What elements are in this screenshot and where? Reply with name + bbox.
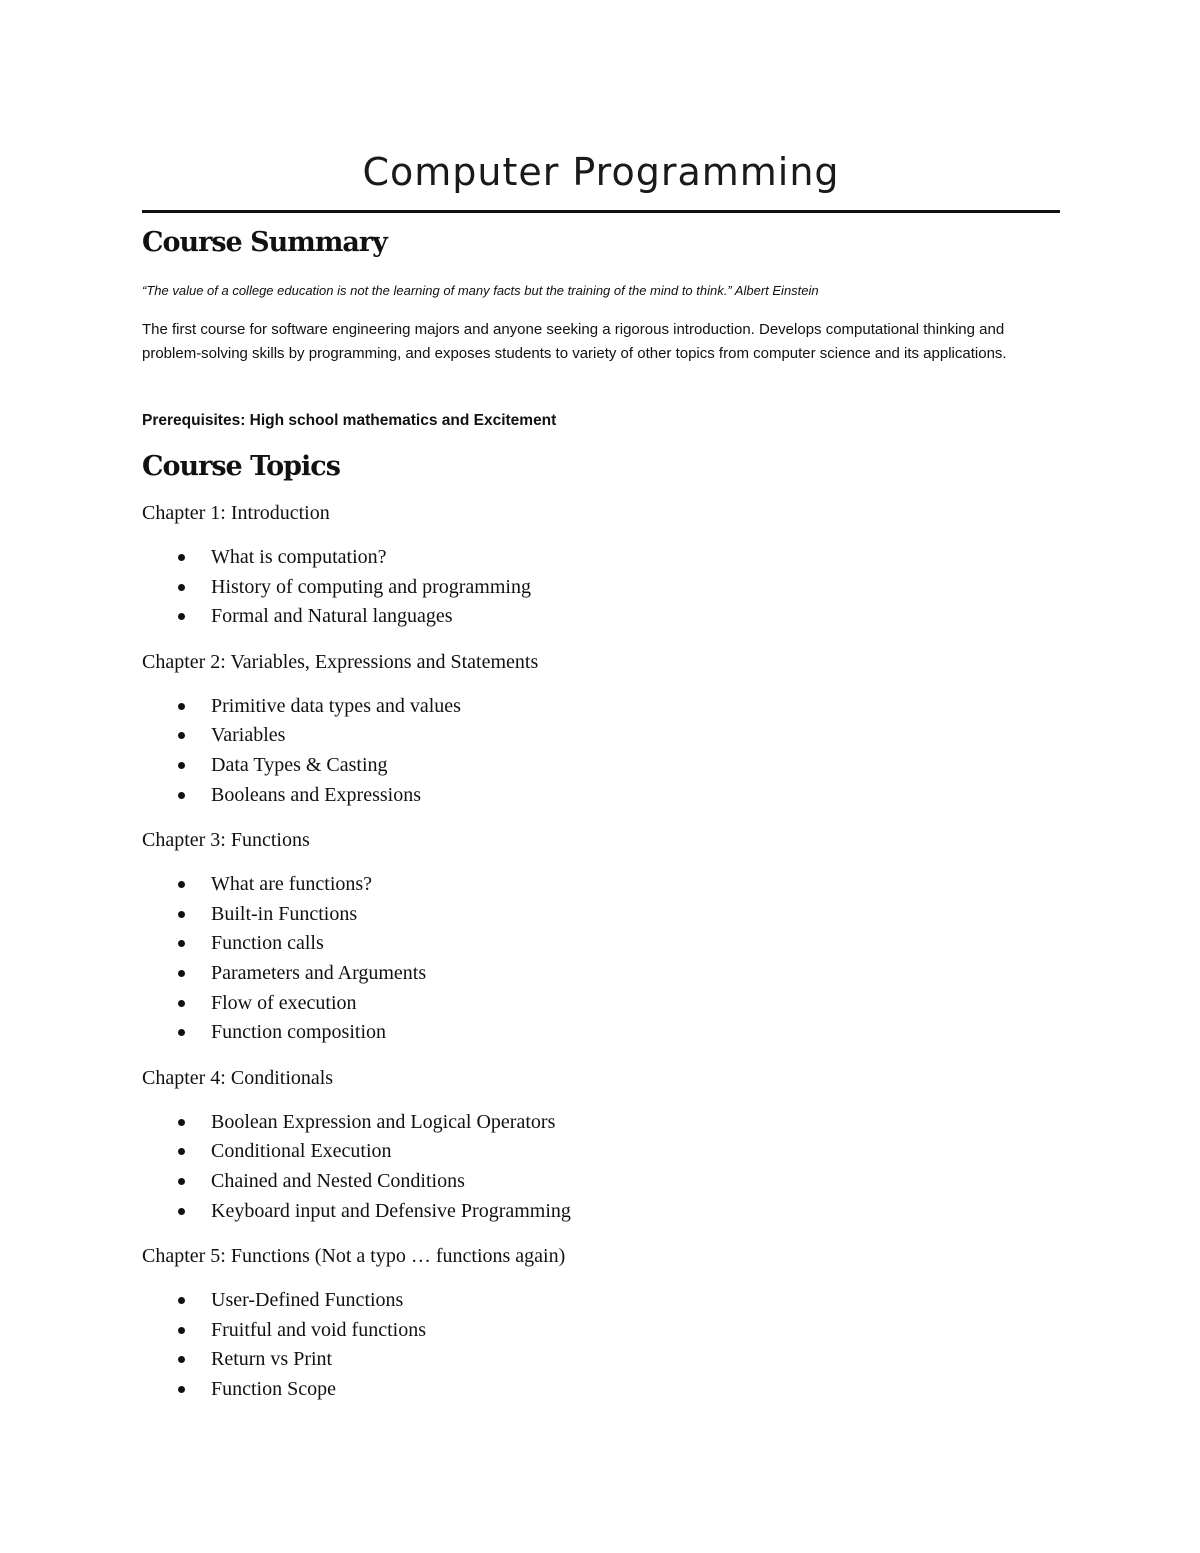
- list-item: Formal and Natural languages: [142, 602, 1060, 632]
- list-item: Parameters and Arguments: [142, 959, 1060, 989]
- list-item: Variables: [142, 721, 1060, 751]
- chapter-2-items: [142, 692, 1060, 810]
- title-rule: [142, 210, 1060, 213]
- bullet-icon: [178, 1119, 185, 1126]
- chapter-4-items: [142, 1108, 1060, 1226]
- bullet-icon: [178, 970, 185, 977]
- list-item: History of computing and programming: [142, 573, 1060, 603]
- list-item: Data Types & Casting: [142, 751, 1060, 781]
- list-item: Conditional Execution: [142, 1137, 1060, 1167]
- bullet-icon: [178, 1386, 185, 1393]
- list-item: Function composition: [142, 1018, 1060, 1048]
- course-description: The first course for software engineering majors and anyone seeking a rigorous introduction. Develops computational thinking and problem-solving skills by programming, and exposes students to variety of other topics from computer science and its applications.: [142, 321, 1007, 362]
- list-item: Flow of execution: [142, 989, 1060, 1019]
- course-summary-heading: Course Summary: [142, 227, 387, 258]
- chapter-1-title: Chapter 1: Introduction: [142, 502, 330, 524]
- bullet-icon: [178, 1297, 185, 1304]
- chapter-5-title: Chapter 5: Functions (Not a typo … functions again): [142, 1245, 566, 1268]
- bullet-icon: [178, 613, 185, 620]
- chapter-5-items: [142, 1286, 1060, 1404]
- bullet-icon: [178, 792, 185, 799]
- bullet-icon: [178, 1000, 185, 1007]
- chapter-1-items: [142, 543, 1060, 632]
- bullet-icon: [178, 1178, 185, 1185]
- list-item: Built-in Functions: [142, 900, 1060, 930]
- list-item: Function calls: [142, 929, 1060, 959]
- list-item: What is computation?: [142, 543, 1060, 573]
- bullet-icon: [178, 1029, 185, 1036]
- list-item: User-Defined Functions: [142, 1286, 1060, 1316]
- list-item: Fruitful and void functions: [142, 1316, 1060, 1346]
- chapter-4-title: Chapter 4: Conditionals: [142, 1066, 334, 1089]
- bullet-icon: [178, 703, 185, 710]
- bullet-icon: [178, 940, 185, 947]
- einstein-quote: “The value of a college education is not the learning of many facts but the training of the mind to think.” Albert Einstein: [142, 283, 819, 298]
- bullet-icon: [178, 732, 185, 739]
- bullet-icon: [178, 554, 185, 561]
- list-item: Return vs Print: [142, 1345, 1060, 1375]
- bullet-icon: [178, 1148, 185, 1155]
- bullet-icon: [178, 1356, 185, 1363]
- chapter-list: [142, 500, 1060, 1421]
- chapter-2-title: Chapter 2: Variables, Expressions and Statements: [142, 650, 539, 673]
- bullet-icon: [178, 911, 185, 918]
- bullet-icon: [178, 584, 185, 591]
- bullet-icon: [178, 881, 185, 888]
- list-item: Boolean Expression and Logical Operators: [142, 1108, 1060, 1138]
- list-item: Chained and Nested Conditions: [142, 1167, 1060, 1197]
- chapter-3-items: [142, 870, 1060, 1048]
- document-title: Computer Programming: [362, 150, 840, 194]
- list-item: Primitive data types and values: [142, 692, 1060, 722]
- list-item: Keyboard input and Defensive Programming: [142, 1197, 1060, 1227]
- course-topics-heading: Course Topics: [142, 451, 340, 482]
- list-item: Booleans and Expressions: [142, 781, 1060, 811]
- list-item: Function Scope: [142, 1375, 1060, 1405]
- chapter-3-title: Chapter 3: Functions: [142, 829, 310, 852]
- bullet-icon: [178, 1208, 185, 1215]
- bullet-icon: [178, 762, 185, 769]
- list-item: What are functions?: [142, 870, 1060, 900]
- bullet-icon: [178, 1327, 185, 1334]
- prerequisites: Prerequisites: High school mathematics and Excitement: [142, 412, 557, 429]
